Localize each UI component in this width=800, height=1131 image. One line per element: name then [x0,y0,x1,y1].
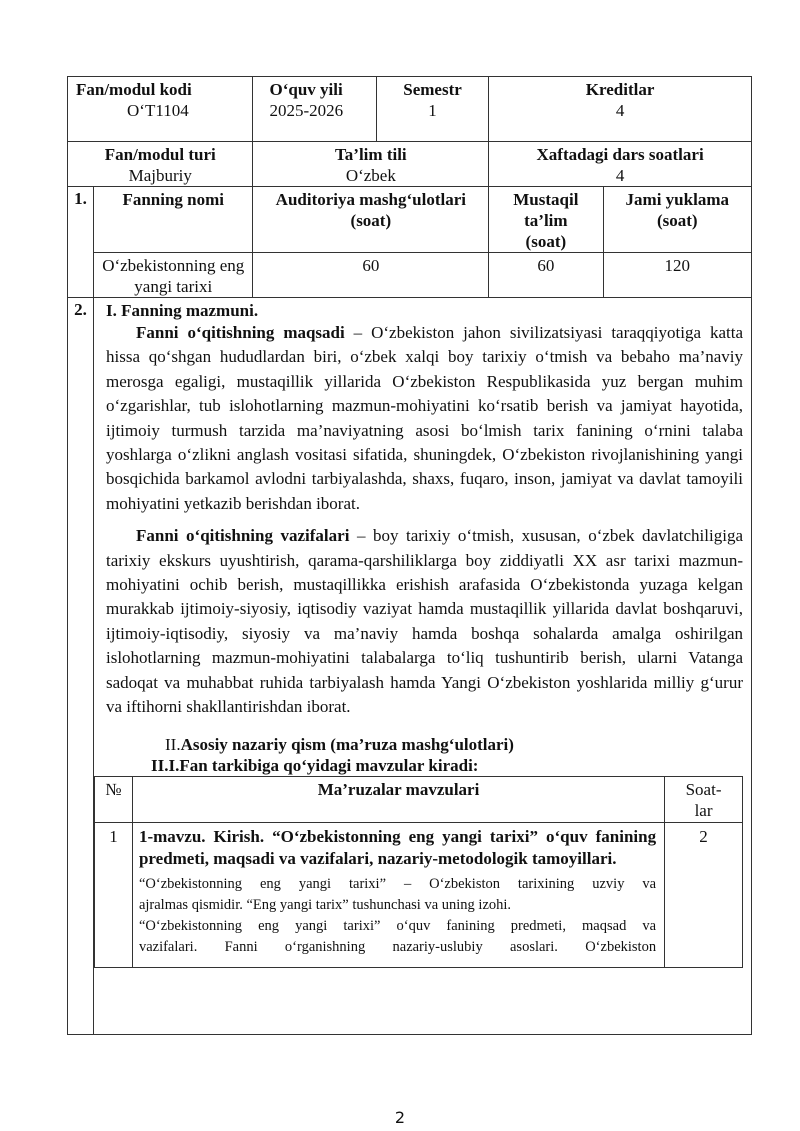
independent-label-line2: ta’lim [524,211,568,230]
topic-hours: 2 [665,822,743,967]
course-type-label: Fan/modul turi [104,145,216,164]
topic-description [133,870,664,958]
credits-value: 4 [615,101,625,120]
theory-heading-prefix: II. [165,734,181,754]
tasks-paragraph [106,524,743,719]
topic-number: 1 [95,822,133,967]
topics-col-hours-header [665,776,743,822]
topic-description-line: “O‘zbekistonning eng yangi tarixi” – O‘zbekiston tarixining uzviy va [138,875,657,892]
academic-year-cell [253,77,376,142]
auditory-hours-label: Auditoriya mashg‘ulotlari (soat) [253,187,489,253]
course-code-label: Fan/modul kodi [76,80,192,99]
credits-label: Kreditlar [585,80,655,99]
topic-description-line: “O‘zbekistonning eng yangi tarixi” o‘quv fanining predmeti, maqsad va [138,917,657,934]
theory-heading [165,734,743,755]
page-number: 2 [394,1108,406,1127]
topic-cell [132,822,664,967]
tasks-label: Fanni o‘qitishning vazifalari [136,526,350,546]
table-row [95,822,743,967]
topics-col-number-header: № [95,776,133,822]
course-code-cell [68,77,253,142]
hours-header-line2: lar [694,800,713,820]
goal-label: Fanni o‘qitishning maqsadi [136,323,345,342]
course-content-section [94,298,752,1035]
hours-header-line1: Soat- [685,779,722,799]
semester-cell [376,77,488,142]
course-info-table [67,76,752,1035]
semester-value: 1 [428,101,437,120]
weekly-hours-label: Xaftadagi dars soatlari [536,145,704,164]
independent-hours-value: 60 [489,253,603,298]
goal-text: – O‘zbekiston jahon sivilizatsiyasi taraqqiyotiga katta hissa qo‘shgan hududlardan biri, o‘zbek xalqi boy tarixiy o‘tmish va bebaho ma’naviy merosga egaligi, mustaqillik yillarida O‘zbekiston Respublikasida yuz bergan muhim o‘zgarishlar, tub islohotlarning mazmun-mohiyatini ko‘rsatib berish va jamiyat hayotida, ijtimoiy turmush tarzida ma’naviyatning asosi bo‘lmish tarix fanining o‘rnini talaba yoshlarga o‘zlikni anglash vositasi sifatida, shuningdek, O‘zbekiston rivojlanishining yangi bosqichida barkamol avlodni tarbiyalashda, shaxs, fuqaro, inson, jamiyat va davlat tamoyili mohiyatini yetkazib berishdan iborat. [106,323,743,513]
row-number-1: 1. [68,187,94,298]
weekly-hours-value: 4 [615,166,625,185]
language-value: O‘zbek [345,166,396,185]
independent-label-line1: Mustaqil [513,190,579,209]
subject-name-value: O‘zbekistonning eng yangi tarixi [94,253,253,298]
theory-heading-text: Asosiy nazariy qism (ma’ruza mashg‘ulotlari) [180,734,514,754]
total-load-label: Jami yuklama (soat) [603,187,751,253]
lecture-topics-table [94,776,743,968]
subject-name-label: Fanning nomi [94,187,253,253]
independent-label-line3: (soat) [525,232,567,251]
content-heading: I. Fanning mazmuni. [106,301,259,320]
goal-paragraph [106,321,743,516]
course-type-cell [68,142,253,187]
course-type-value: Majburiy [128,166,192,185]
topic-description-line: vazifalari. Fanni o‘rganishning nazariy-uslubiy asoslari. O‘zbekiston [138,938,657,955]
language-cell [253,142,489,187]
language-label: Ta’lim tili [335,145,407,164]
weekly-hours-cell [489,142,752,187]
independent-hours-label [489,187,603,253]
topics-col-title-header: Ma’ruzalar mavzulari [132,776,664,822]
topics-heading: II.I.Fan tarkibiga qo‘yidagi mavzular kiradi: [151,755,479,775]
course-code-value: O‘T1104 [127,101,189,120]
credits-cell [489,77,752,142]
auditory-hours-value: 60 [253,253,489,298]
academic-year-value: 2025-2026 [269,101,344,120]
tasks-text: – boy tarixiy o‘tmish, xususan, o‘zbek davlatchiligiga tarixiy ekskurs uyushtirish, qarama-qarshiliklarga boy ziddiyatli XX asr tarixi mazmun-mohiyatini ochib berish, mustaqillikka erishish arafasida O‘zbekistonda yuzaga kelgan murakkab ijtimoiy-siyosiy, iqtisodiy vaziyat hamda mustaqillik yillarida davlat boshqaruvi, ijtimoiy-iqtisodiy, siyosiy va ma’naviy hamda boshqa sohalarda amalga oshirilgan islohotlarning mazmun-mohiyatini talabalarga to‘liq tushuntirib berish, ularni Vatanga sadoqat va muhabbat ruhida tarbiyalash hamda Yangi O‘zbekiston yoshlarida milliy g‘urur va iftihorni shakllantirishdan iborat. [106,526,743,717]
total-load-value: 120 [603,253,751,298]
academic-year-label: O‘quv yili [269,80,343,99]
topic-title: 1-mavzu. Kirish. “O‘zbekistonning eng yangi tarixi” o‘quv fanining predmeti, maqsadi va vazifalari, nazariy-metodologik tamoyillari. [138,826,657,868]
topic-description-line: ajralmas qismidir. “Eng yangi tarix” tushunchasi va uning izohi. [138,896,512,913]
semester-label: Semestr [403,80,462,99]
row-number-2: 2. [68,298,94,1035]
